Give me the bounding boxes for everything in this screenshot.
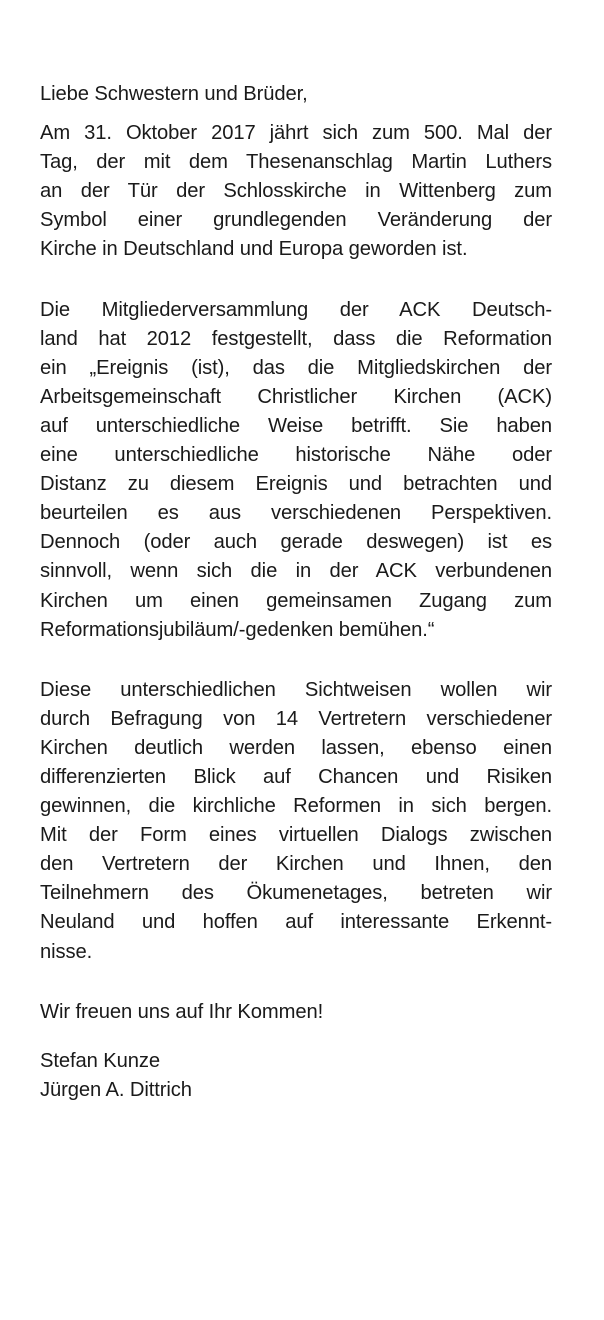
paragraph-2: [40, 296, 552, 645]
letter-page: [40, 80, 552, 1105]
paragraph-3: [40, 676, 552, 967]
paragraph-1: [40, 119, 552, 264]
salutation: Liebe Schwestern und Brüder,: [40, 83, 308, 105]
paragraph-line: Kirche in Deutschland und Europa geworden ist.: [40, 238, 468, 261]
paragraph-line: durch Befragung von 14 Vertretern verschiedener: [40, 707, 552, 730]
paragraph-line: beurteilen es aus verschiedenen Perspektiven.: [40, 502, 552, 525]
paragraph-line: Kirchen um einen gemeinsamen Zugang zum: [40, 589, 552, 612]
paragraph-line: Neuland und hoffen auf interessante Erkennt-: [40, 911, 552, 934]
paragraph-line: nisse.: [40, 940, 93, 963]
closing-line: Wir freuen uns auf Ihr Kommen!: [40, 1000, 324, 1023]
paragraph-line: Diese unterschiedlichen Sichtweisen wollen wir: [40, 678, 552, 701]
paragraph-line: Symbol einer grundlegenden Veränderung der: [40, 209, 552, 232]
paragraph-line: an der Tür der Schlosskirche in Wittenberg zum: [40, 180, 552, 203]
paragraph-line: Am 31. Oktober 2017 jährt sich zum 500. Mal der: [40, 122, 552, 145]
paragraph-line: Die Mitgliederversammlung der ACK Deutsch-: [40, 298, 552, 321]
signature-block: [40, 1047, 552, 1105]
paragraph-line: auf unterschiedliche Weise betrifft. Sie haben: [40, 414, 552, 437]
paragraph-line: Dennoch (oder auch gerade deswegen) ist es: [40, 531, 552, 554]
paragraph-line: Reformationsjubiläum/-gedenken bemühen.“: [40, 618, 435, 641]
paragraph-line: sinnvoll, wenn sich die in der ACK verbundenen: [40, 560, 552, 583]
paragraph-line: Tag, der mit dem Thesenanschlag Martin Luthers: [40, 151, 552, 174]
paragraph-line: Mit der Form eines virtuellen Dialogs zwischen: [40, 824, 552, 847]
signature-name: Jürgen A. Dittrich: [40, 1078, 192, 1101]
paragraph-line: den Vertretern der Kirchen und Ihnen, den: [40, 853, 552, 876]
paragraph-line: differenzierten Blick auf Chancen und Risiken: [40, 765, 552, 788]
paragraph-line: eine unterschiedliche historische Nähe oder: [40, 444, 552, 467]
paragraph-line: Teilnehmern des Ökumenetages, betreten wir: [40, 882, 552, 905]
signature-name: Stefan Kunze: [40, 1049, 161, 1072]
paragraph-line: Kirchen deutlich werden lassen, ebenso einen: [40, 736, 552, 759]
paragraph-line: land hat 2012 festgestellt, dass die Reformation: [40, 327, 552, 350]
paragraph-line: gewinnen, die kirchliche Reformen in sich bergen.: [40, 795, 552, 818]
paragraph-line: Arbeitsgemeinschaft Christlicher Kirchen (ACK): [40, 385, 552, 408]
paragraph-line: Distanz zu diesem Ereignis und betrachten und: [40, 473, 552, 496]
paragraph-line: ein „Ereignis (ist), das die Mitgliedskirchen der: [40, 356, 552, 379]
